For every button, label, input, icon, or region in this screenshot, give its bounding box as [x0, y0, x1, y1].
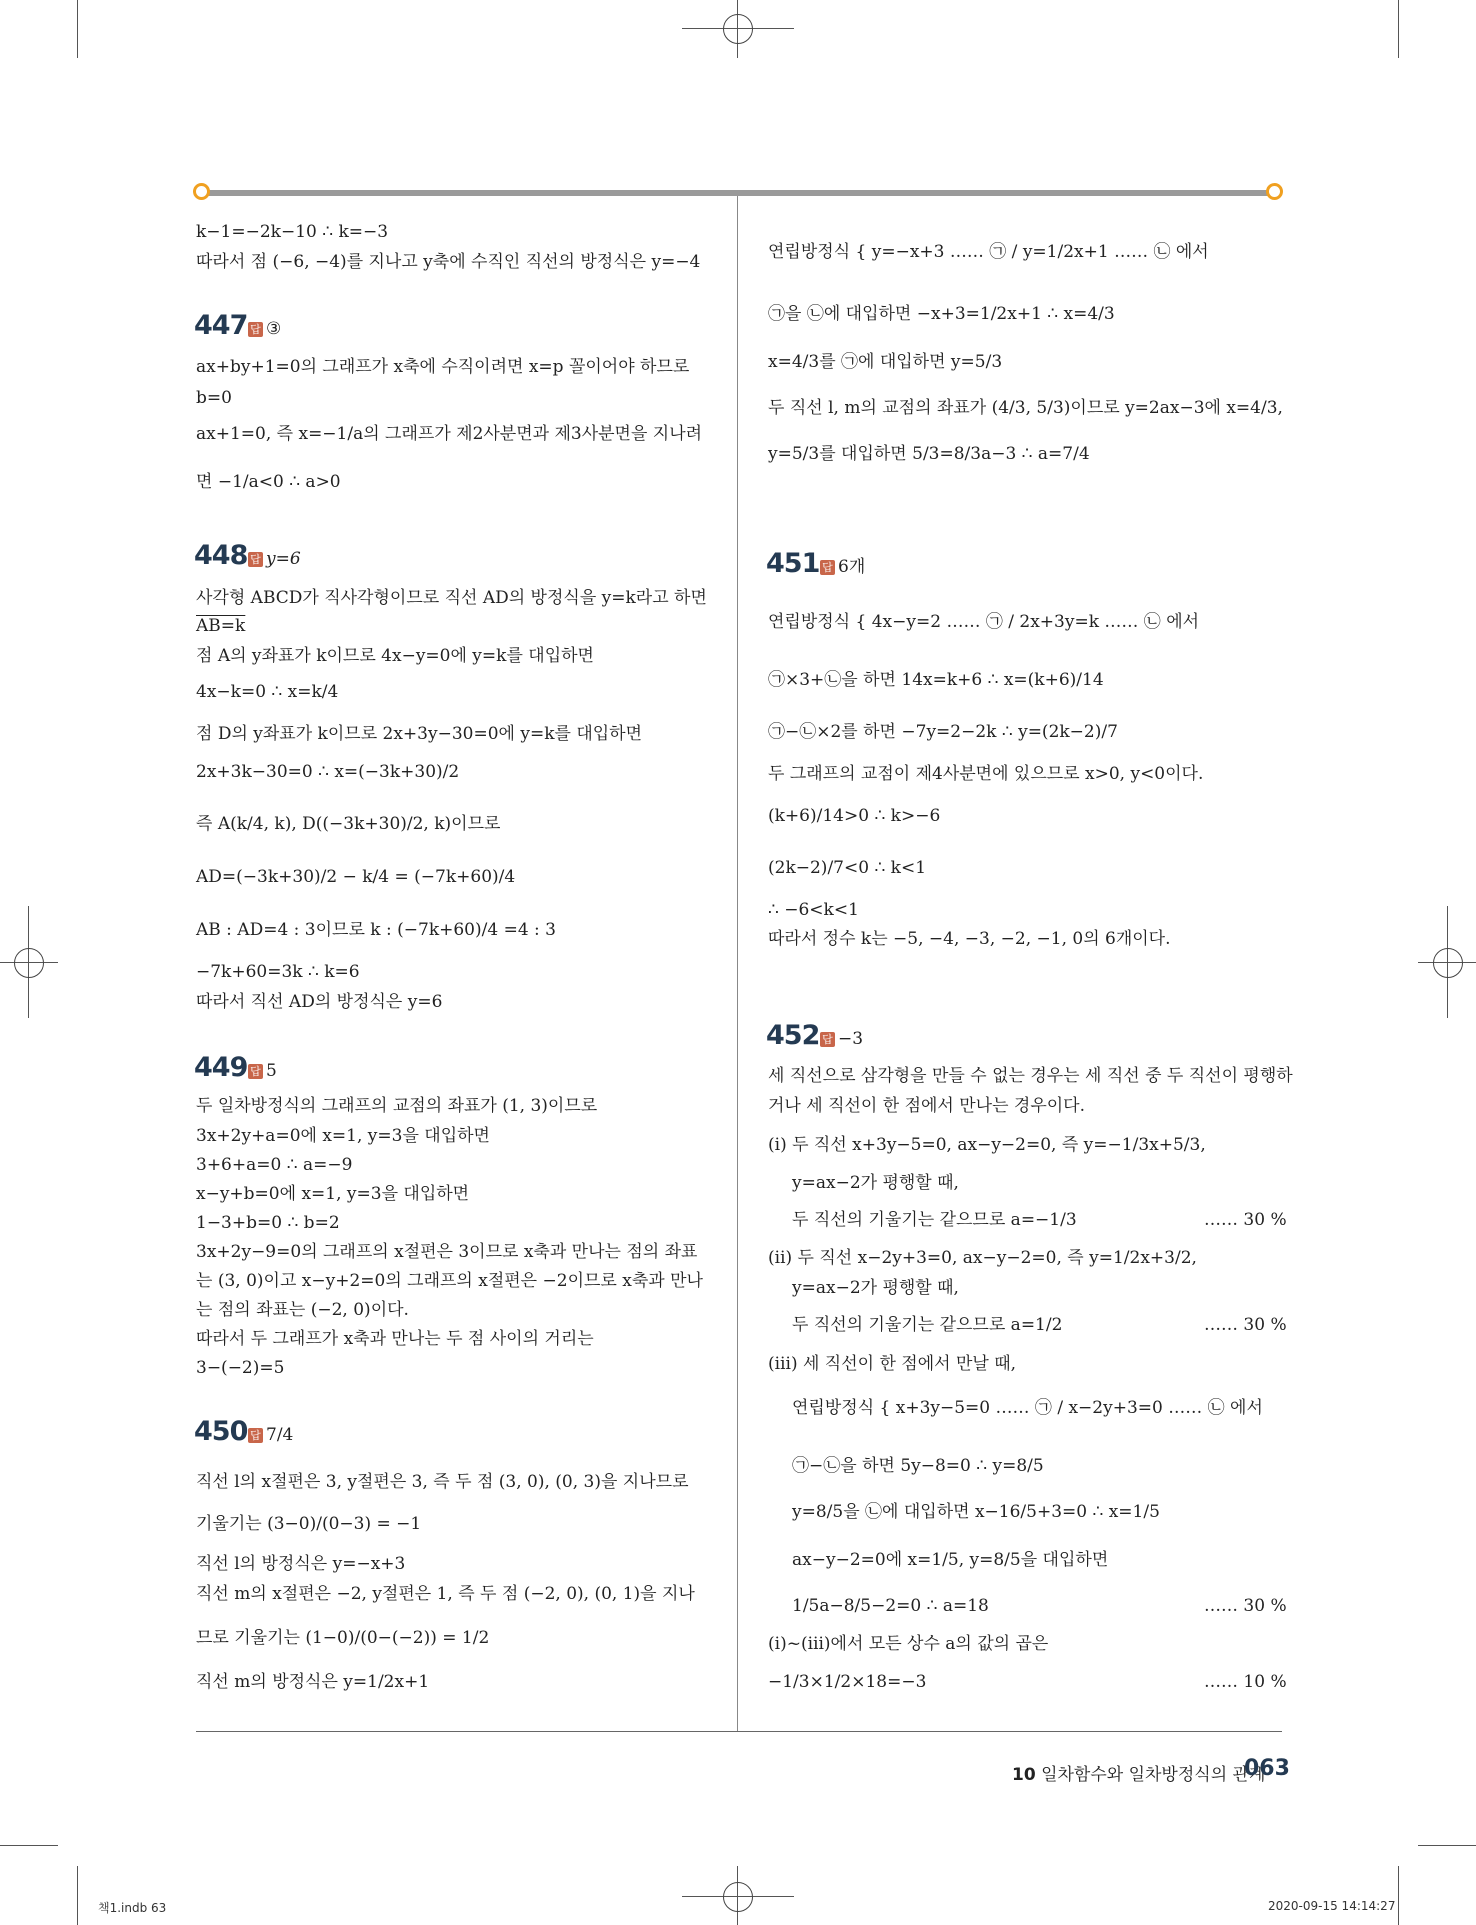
- text-line: 1/5a−8/5−2=0 ∴ a=18: [792, 1596, 989, 1616]
- registration-mark-icon: [723, 14, 753, 44]
- crop-mark: [1398, 1866, 1399, 1925]
- text-line: 세 직선으로 삼각형을 만들 수 없는 경우는 세 직선 중 두 직선이 평행하: [768, 1066, 1293, 1086]
- problem-number: 447: [194, 310, 248, 341]
- text-line: y=ax−2가 평행할 때,: [792, 1173, 959, 1193]
- text-line: 두 직선의 기울기는 같으므로 a=1/2: [792, 1315, 1063, 1335]
- crop-mark: [0, 1845, 58, 1846]
- answer-value: 6개: [838, 557, 866, 577]
- text-line: ax+1=0, 즉 x=−1/a의 그래프가 제2사분면과 제3사분면을 지나려: [196, 424, 703, 444]
- text-line: b=0: [196, 388, 232, 408]
- text-line: 두 그래프의 교점이 제4사분면에 있으므로 x>0, y<0이다.: [768, 764, 1204, 784]
- text-line: ㉠×3+㉡을 하면 14x=k+6 ∴ x=(k+6)/14: [768, 670, 1104, 690]
- text-line: ax−y−2=0에 x=1/5, y=8/5을 대입하면: [792, 1550, 1109, 1570]
- answer-label: [248, 1423, 293, 1447]
- text-line: k−1=−2k−10 ∴ k=−3: [196, 222, 389, 242]
- text-line: 3+6+a=0 ∴ a=−9: [196, 1155, 353, 1175]
- problem-number: 448: [194, 540, 248, 571]
- text-line: 거나 세 직선이 한 점에서 만나는 경우이다.: [768, 1096, 1086, 1116]
- text-line: (ⅰ)~(ⅲ)에서 모든 상수 a의 값의 곱은: [768, 1634, 1049, 1654]
- answer-label: [248, 1059, 277, 1083]
- text-line: 므로 기울기는 (1−0)/(0−(−2)) = 1/2: [196, 1628, 490, 1648]
- text-line: 사각형 ABCD가 직사각형이므로 직선 AD의 방정식을 y=k라고 하면: [196, 588, 707, 608]
- chapter-number: 10: [1012, 1765, 1036, 1785]
- text-line: ax+by+1=0의 그래프가 x축에 수직이려면 x=p 꼴이어야 하므로: [196, 357, 690, 377]
- score-label: …… 30 %: [1204, 1210, 1287, 1230]
- text-line: 즉 A(k/4, k), D((−3k+30)/2, k)이므로: [196, 814, 501, 834]
- text-line: ∴ −6<k<1: [768, 900, 859, 920]
- text-line: 2x+3k−30=0 ∴ x=(−3k+30)/2: [196, 762, 460, 782]
- text-line: ㉠−㉡×2를 하면 −7y=2−2k ∴ y=(2k−2)/7: [768, 722, 1118, 742]
- crop-mark: [1418, 1845, 1476, 1846]
- crop-mark: [1398, 0, 1399, 58]
- answer-label: [820, 555, 865, 579]
- header-dot-left-icon: [193, 183, 210, 200]
- text-line: 는 점의 좌표는 (−2, 0)이다.: [196, 1300, 409, 1320]
- text-line: 따라서 두 그래프가 x축과 만나는 두 점 사이의 거리는: [196, 1329, 594, 1349]
- answer-value: −3: [838, 1029, 864, 1049]
- text-line: y=8/5을 ㉡에 대입하면 x−16/5+3=0 ∴ x=1/5: [792, 1502, 1160, 1522]
- text-line: ㉠−㉡을 하면 5y−8=0 ∴ y=8/5: [792, 1456, 1044, 1476]
- crop-mark: [77, 0, 78, 58]
- text-line: 따라서 정수 k는 −5, −4, −3, −2, −1, 0의 6개이다.: [768, 929, 1171, 949]
- text-line: 두 직선 l, m의 교점의 좌표가 (4/3, 5/3)이므로 y=2ax−3에 x=4/3,: [768, 398, 1283, 418]
- text-line: 연립방정식 { 4x−y=2 …… ㉠ / 2x+3y=k …… ㉡ 에서: [768, 612, 1200, 632]
- text-line: 직선 m의 방정식은 y=1/2x+1: [196, 1672, 430, 1692]
- print-slug-timestamp: 2020-09-15 14:14:27: [1268, 1899, 1396, 1913]
- text-line: 3−(−2)=5: [196, 1358, 285, 1378]
- answer-label: [248, 547, 301, 571]
- score-label: …… 30 %: [1204, 1315, 1287, 1335]
- answer-badge-icon: 답: [248, 552, 263, 567]
- text-line: 1−3+b=0 ∴ b=2: [196, 1213, 340, 1233]
- answer-value: y=6: [266, 549, 301, 569]
- header-dot-right-icon: [1266, 183, 1283, 200]
- text-line: 직선 l의 x절편은 3, y절편은 3, 즉 두 점 (3, 0), (0, 3)을 지나므로: [196, 1472, 689, 1492]
- text-line: 따라서 점 (−6, −4)를 지나고 y축에 수직인 직선의 방정식은 y=−4: [196, 252, 701, 272]
- bottom-rule: [196, 1731, 1282, 1732]
- print-slug-file: 책1.indb 63: [98, 1901, 167, 1915]
- text-line: 연립방정식 { x+3y−5=0 …… ㉠ / x−2y+3=0 …… ㉡ 에서: [792, 1398, 1263, 1418]
- text-line: 두 일차방정식의 그래프의 교점의 좌표가 (1, 3)이므로: [196, 1096, 598, 1116]
- answer-label: [248, 317, 281, 341]
- text-line: 3x+2y−9=0의 그래프의 x절편은 3이므로 x축과 만나는 점의 좌표: [196, 1242, 698, 1262]
- text-line: 직선 m의 x절편은 −2, y절편은 1, 즉 두 점 (−2, 0), (0, 1)을 지나: [196, 1584, 695, 1604]
- header-bar: [196, 190, 1274, 196]
- answer-value: 5: [266, 1061, 277, 1081]
- text-line: 두 직선의 기울기는 같으므로 a=−1/3: [792, 1210, 1077, 1230]
- text-line: x=4/3를 ㉠에 대입하면 y=5/3: [768, 352, 1003, 372]
- text-line: (ⅰ) 두 직선 x+3y−5=0, ax−y−2=0, 즉 y=−1/3x+5/3,: [768, 1135, 1206, 1155]
- answer-badge-icon: 답: [820, 560, 835, 575]
- answer-value: 7/4: [266, 1425, 294, 1445]
- chapter-name: 일차함수와 일차방정식의 관계: [1041, 1765, 1266, 1785]
- text-line: −7k+60=3k ∴ k=6: [196, 962, 360, 982]
- text-line: 연립방정식 { y=−x+3 …… ㉠ / y=1/2x+1 …… ㉡ 에서: [768, 242, 1209, 262]
- text-line: 따라서 직선 AD의 방정식은 y=6: [196, 992, 443, 1012]
- score-label: …… 10 %: [1204, 1672, 1287, 1692]
- problem-number: 451: [766, 548, 820, 579]
- text-line: −1/3×1/2×18=−3: [768, 1672, 927, 1692]
- text-line: 점 D의 y좌표가 k이므로 2x+3y−30=0에 y=k를 대입하면: [196, 724, 643, 744]
- text-line: 4x−k=0 ∴ x=k/4: [196, 682, 339, 702]
- score-label: …… 30 %: [1204, 1596, 1287, 1616]
- text-line: 직선 l의 방정식은 y=−x+3: [196, 1554, 406, 1574]
- problem-number: 449: [194, 1052, 248, 1083]
- text-line: (k+6)/14>0 ∴ k>−6: [768, 806, 941, 826]
- answer-value: ③: [266, 319, 282, 339]
- answer-badge-icon: 답: [248, 1064, 263, 1079]
- text-line: ㉠을 ㉡에 대입하면 −x+3=1/2x+1 ∴ x=4/3: [768, 304, 1115, 324]
- problem-number: 450: [194, 1416, 248, 1447]
- registration-mark-icon: [723, 1882, 753, 1912]
- problem-number: 452: [766, 1020, 820, 1051]
- text-line: y=5/3를 대입하면 5/3=8/3a−3 ∴ a=7/4: [768, 444, 1090, 464]
- answer-label: [820, 1027, 863, 1051]
- text-line: 는 (3, 0)이고 x−y+2=0의 그래프의 x절편은 −2이므로 x축과 만나: [196, 1271, 703, 1291]
- text-line: 3x+2y+a=0에 x=1, y=3을 대입하면: [196, 1126, 490, 1146]
- text-line: 점 A의 y좌표가 k이므로 4x−y=0에 y=k를 대입하면: [196, 646, 594, 666]
- crop-mark: [77, 1866, 78, 1925]
- text-line: x−y+b=0에 x=1, y=3을 대입하면: [196, 1184, 470, 1204]
- text-line: (ⅱ) 두 직선 x−2y+3=0, ax−y−2=0, 즉 y=1/2x+3/2,: [768, 1248, 1197, 1268]
- registration-mark-icon: [14, 948, 44, 978]
- text-line: AD=(−3k+30)/2 − k/4 = (−7k+60)/4: [196, 867, 516, 887]
- text-line: (2k−2)/7<0 ∴ k<1: [768, 858, 927, 878]
- answer-badge-icon: 답: [248, 322, 263, 337]
- column-divider: [737, 196, 738, 1731]
- answer-badge-icon: 답: [248, 1428, 263, 1443]
- text-line: 면 −1/a<0 ∴ a>0: [196, 472, 341, 492]
- chapter-title: [1012, 1760, 1265, 1785]
- text-line: AB : AD=4 : 3이므로 k : (−7k+60)/4 =4 : 3: [196, 920, 556, 940]
- text-line: 기울기는 (3−0)/(0−3) = −1: [196, 1514, 422, 1534]
- registration-mark-icon: [1433, 948, 1463, 978]
- text-line: (ⅲ) 세 직선이 한 점에서 만날 때,: [768, 1354, 1017, 1374]
- text-line: AB=k: [196, 616, 246, 636]
- answer-badge-icon: 답: [820, 1032, 835, 1047]
- page-number: 063: [1244, 1756, 1290, 1781]
- text-line: y=ax−2가 평행할 때,: [792, 1278, 959, 1298]
